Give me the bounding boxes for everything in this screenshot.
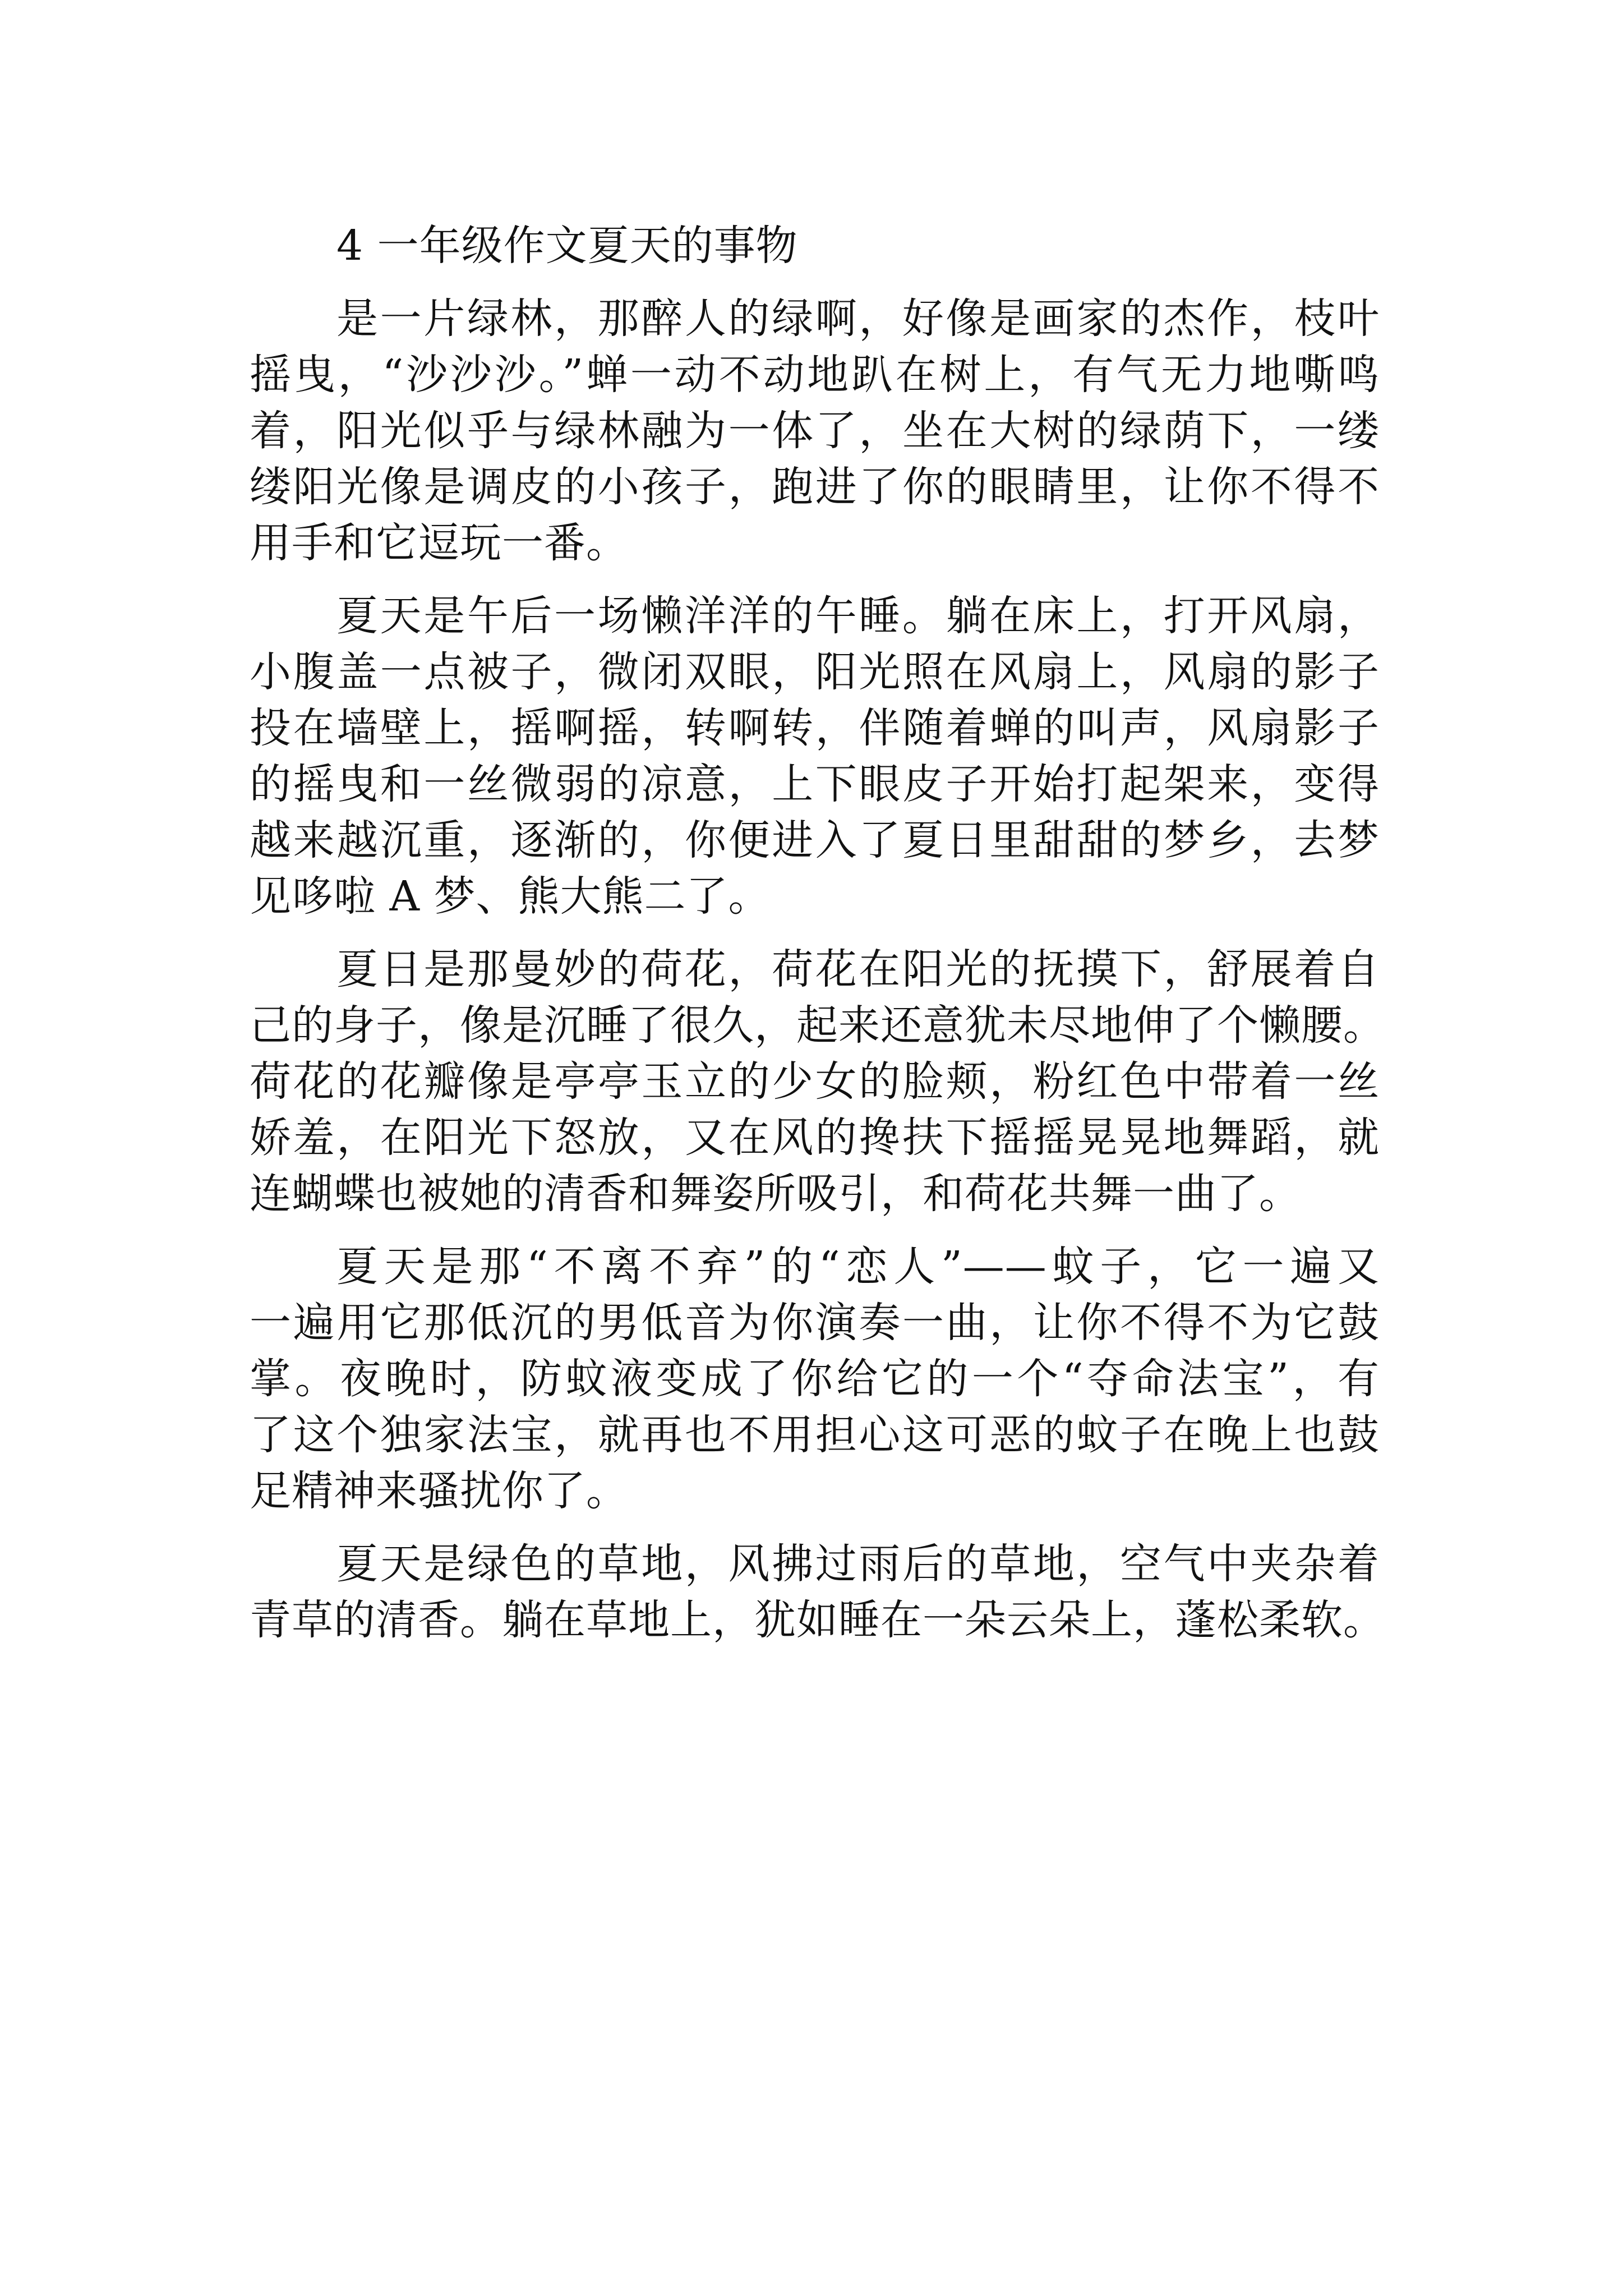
- paragraph-line: 见哆啦 A 梦、熊大熊二了。: [250, 872, 771, 921]
- paragraph-line: 投在墙壁上，摇啊摇，转啊转，伴随着蝉的叫声，风扇影子: [250, 704, 1380, 752]
- paragraph-line: 越来越沉重，逐渐的，你便进入了夏日里甜甜的梦乡，去梦: [250, 816, 1380, 864]
- paragraph-gap: [250, 571, 1380, 588]
- paragraph-gap: [250, 274, 1380, 291]
- paragraph-line: 缕阳光像是调皮的小孩子，跑进了你的眼睛里，让你不得不: [250, 463, 1380, 511]
- paragraph-line: 了这个独家法宝，就再也不用担心这可恶的蚊子在晚上也鼓: [250, 1411, 1380, 1459]
- paragraph-line: 夏天是午后一场懒洋洋的午睡。躺在床上，打开风扇，: [336, 592, 1380, 640]
- paragraph-line: 小腹盖一点被子，微闭双眼，阳光照在风扇上，风扇的影子: [250, 648, 1380, 696]
- paragraph-line: 掌。夜晚时，防蚊液变成了你给它的一个“夺命法宝”，有: [250, 1355, 1380, 1403]
- document-title: 4 一年级作文夏天的事物: [336, 222, 798, 270]
- paragraph-line: 用手和它逗玩一番。: [250, 519, 628, 567]
- paragraph-gap: [250, 1222, 1380, 1239]
- paragraph-line: 娇羞，在阳光下怒放，又在风的搀扶下摇摇晃晃地舞蹈，就: [250, 1114, 1380, 1162]
- paragraph-4: [250, 1239, 1380, 1519]
- paragraph-line: 的摇曳和一丝微弱的凉意，上下眼皮子开始打起架来，变得: [250, 760, 1380, 808]
- paragraph-gap: [250, 1519, 1380, 1536]
- paragraph-3: [250, 941, 1385, 1222]
- paragraph-2: [250, 588, 1380, 924]
- document-body: [250, 218, 1385, 1648]
- paragraph-gap: [250, 924, 1380, 941]
- paragraph-line: 是一片绿林，那醉人的绿啊，好像是画家的杰作，枝叶: [336, 295, 1380, 343]
- paragraph-line: 一遍用它那低沉的男低音为你演奏一曲，让你不得不为它鼓: [250, 1299, 1380, 1347]
- paragraph-line: 着，阳光似乎与绿林融为一体了，坐在大树的绿荫下，一缕: [250, 407, 1380, 455]
- paragraph-line: 夏日是那曼妙的荷花，荷花在阳光的抚摸下，舒展着自: [336, 945, 1380, 993]
- paragraph-line: 足精神来骚扰你了。: [250, 1467, 628, 1515]
- paragraph-line: 荷花的花瓣像是亭亭玉立的少女的脸颊，粉红色中带着一丝: [250, 1057, 1380, 1106]
- paragraph-line: 夏天是绿色的草地，风拂过雨后的草地，空气中夹杂着: [336, 1540, 1380, 1588]
- paragraph-line: 己的身子，像是沉睡了很久，起来还意犹未尽地伸了个懒腰。: [250, 1001, 1385, 1050]
- paragraph-line: 摇曳，“沙沙沙。”蝉一动不动地趴在树上，有气无力地嘶鸣: [250, 351, 1380, 399]
- paragraph-line: 连蝴蝶也被她的清香和舞姿所吸引，和荷花共舞一曲了。: [250, 1170, 1301, 1218]
- paragraph-line: 夏天是那“不离不弃”的“恋人”——蚊子，它一遍又: [336, 1243, 1380, 1291]
- paragraph-line: 青草的清香。躺在草地上，犹如睡在一朵云朵上，蓬松柔软。: [250, 1596, 1385, 1644]
- paragraph-1: [250, 291, 1380, 571]
- paragraph-5: [250, 1536, 1385, 1648]
